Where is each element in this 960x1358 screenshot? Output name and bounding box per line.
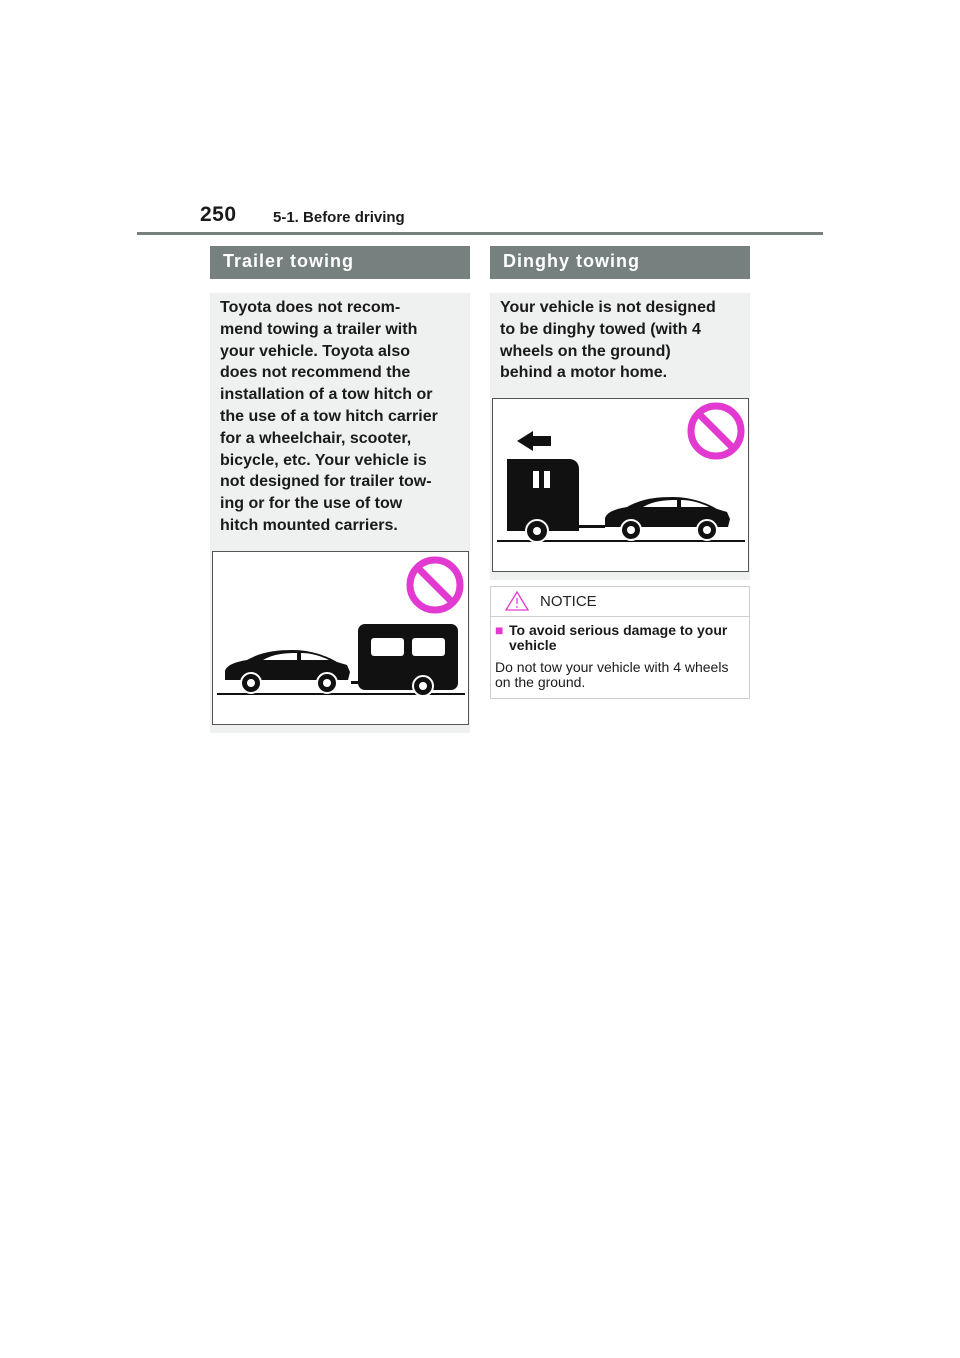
arrow-left-icon xyxy=(517,431,551,451)
trailer-towing-text xyxy=(210,293,470,537)
notice-subtitle-row xyxy=(495,623,745,653)
trailer-towing-illustration xyxy=(212,551,469,725)
dinghy-towing-heading: Dinghy towing xyxy=(490,246,750,279)
dinghy-towing-body: Your vehicle is not designed to be dinghy towed (with 4 wheels on the ground) behind a motor home. xyxy=(500,299,716,382)
notice-title: NOTICE xyxy=(540,593,597,610)
notice-subtitle: To avoid serious damage to your vehicle xyxy=(509,622,728,653)
trailer-towing-body: Toyota does not recom- mend towing a trailer with your vehicle. Toyota also does not recommend the installation of a tow hitch or the use of a tow hitch carrier for a wheelchair, scooter, bicycle, etc. Your vehicle is not designed for trailer tow- ing or for the use of tow hitch mounted carriers. xyxy=(220,299,438,534)
notice-box xyxy=(490,586,750,699)
square-bullet-icon: ■ xyxy=(495,622,504,638)
header-rule xyxy=(137,232,823,235)
motorhome-towing-car-drawing xyxy=(493,399,748,571)
dinghy-towing-panel xyxy=(490,293,750,580)
page-number: 250 xyxy=(200,203,237,226)
prohibited-icon xyxy=(410,560,460,610)
warning-triangle-icon xyxy=(505,591,529,616)
trailer-towing-panel xyxy=(210,293,470,733)
dinghy-towing-text xyxy=(490,293,750,384)
trailer-towing-heading: Trailer towing xyxy=(210,246,470,279)
car-shape xyxy=(225,650,350,693)
motorhome-shape xyxy=(507,459,605,542)
trailer-shape xyxy=(351,624,458,696)
prohibited-icon xyxy=(691,406,741,456)
notice-body xyxy=(491,617,749,698)
dinghy-towing-section xyxy=(490,246,750,580)
section-label: 5-1. Before driving xyxy=(273,209,405,226)
dinghy-towing-illustration xyxy=(492,398,749,572)
car-shape xyxy=(605,497,730,540)
trailer-towing-section xyxy=(210,246,470,733)
notice-text: Do not tow your vehicle with 4 wheels on the ground. xyxy=(495,659,729,690)
notice-header xyxy=(491,587,749,617)
car-towing-trailer-drawing xyxy=(213,552,468,724)
